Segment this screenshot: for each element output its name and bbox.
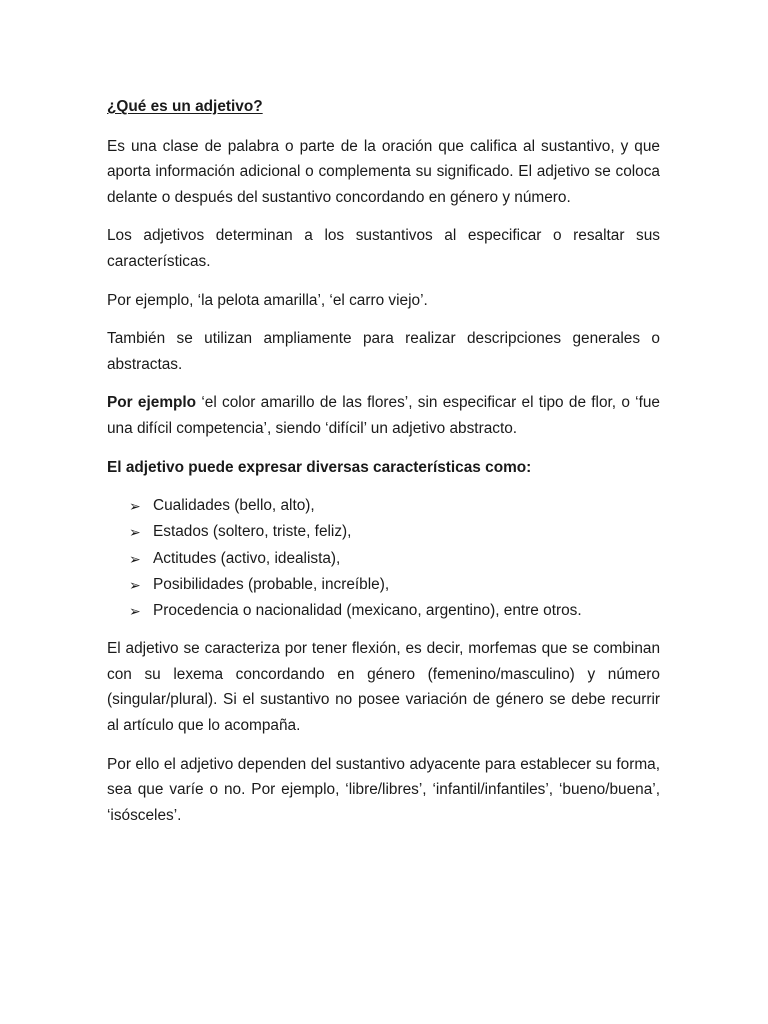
arrow-bullet-icon: ➢ <box>129 602 141 619</box>
paragraph-flexion: El adjetivo se caracteriza por tener flexión, es decir, morfemas que se combinan con su lexema concordando en género (femenino/masculino) y número (singular/plural). Si el sustantivo no posee variación de género se debe recurrir al artículo que lo acompaña. <box>107 640 660 734</box>
list-item: ➢ Cualidades (bello, alto), <box>129 493 660 519</box>
characteristics-list <box>107 493 660 624</box>
example-text: ‘el color amarillo de las flores’, sin especificar el tipo de flor, o ‘fue una difícil competencia’, siendo ‘difícil’ un adjetivo abstracto. <box>107 394 660 437</box>
paragraph-example-2 <box>107 390 660 441</box>
paragraph-definition: Es una clase de palabra o parte de la oración que califica al sustantivo, y que aporta información adicional o complementa su significado. El adjetivo se coloca delante o después del sustantivo concordando en género y número. <box>107 137 660 206</box>
example-label: Por ejemplo <box>107 394 197 412</box>
paragraph-determine: Los adjetivos determinan a los sustantivos al especificar o resaltar sus características. <box>107 227 660 270</box>
arrow-bullet-icon: ➢ <box>129 524 141 541</box>
paragraph-descriptions: También se utilizan ampliamente para realizar descripciones generales o abstractas. <box>107 330 660 373</box>
arrow-bullet-icon: ➢ <box>129 550 141 567</box>
list-item: ➢ Actitudes (activo, idealista), <box>129 546 660 572</box>
list-heading: El adjetivo puede expresar diversas características como: <box>107 458 532 476</box>
arrow-bullet-icon: ➢ <box>129 498 141 515</box>
list-item: ➢ Posibilidades (probable, increíble), <box>129 572 660 598</box>
document-heading: ¿Qué es un adjetivo? <box>107 98 263 115</box>
list-item: ➢ Procedencia o nacionalidad (mexicano, argentino), entre otros. <box>129 598 660 624</box>
paragraph-dependence: Por ello el adjetivo dependen del sustantivo adyacente para establecer su forma, sea que varíe o no. Por ejemplo, ‘libre/libres’, ‘infantil/infantiles’, ‘bueno/buena’, ‘isósceles’. <box>107 755 660 824</box>
paragraph-example-1: Por ejemplo, ‘la pelota amarilla’, ‘el carro viejo’. <box>107 291 428 309</box>
arrow-bullet-icon: ➢ <box>129 576 141 593</box>
list-item: ➢ Estados (soltero, triste, feliz), <box>129 519 660 545</box>
